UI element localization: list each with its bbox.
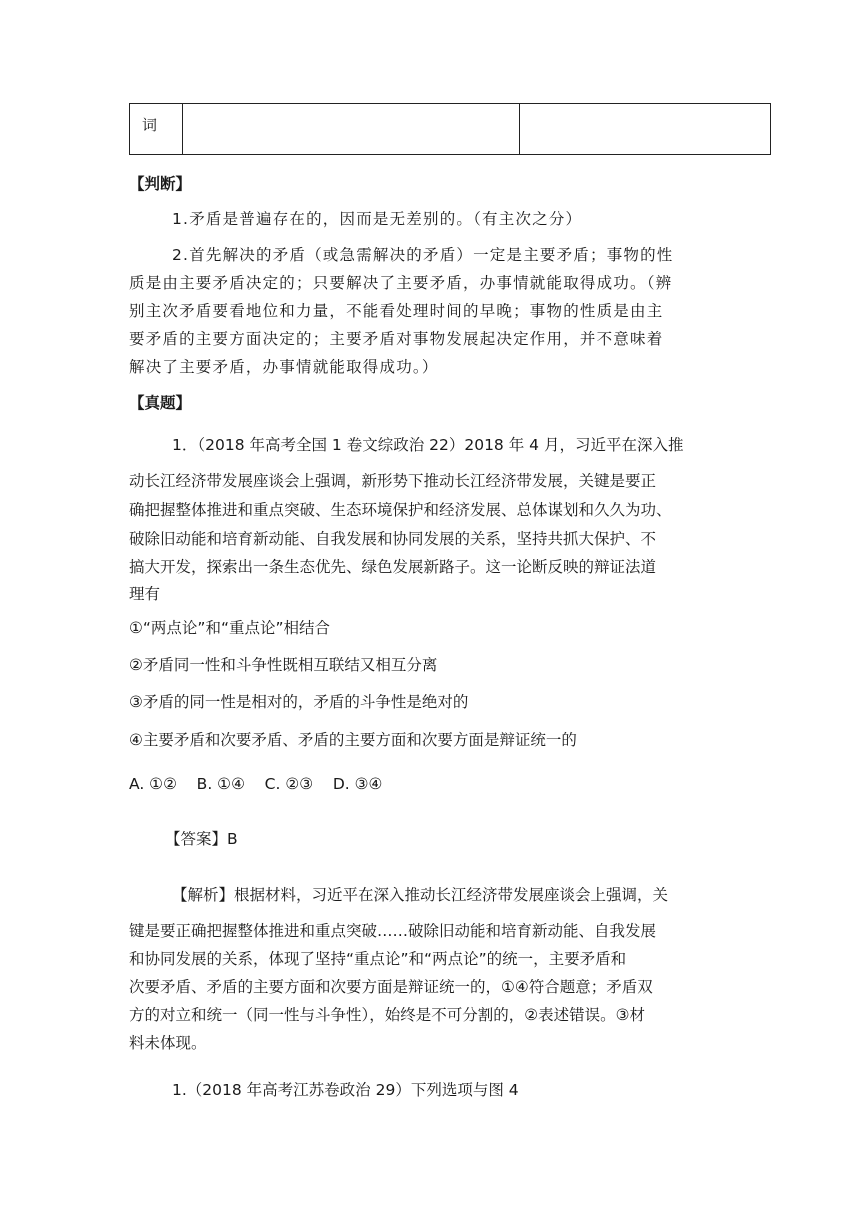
judge-item-2-line-4: 要矛盾的主要方面决定的；主要矛盾对事物发展起决定作用，并不意味着 [129, 330, 664, 348]
option-4: ④主要矛盾和次要矛盾、矛盾的主要方面和次要方面是辩证统一的 [129, 731, 577, 749]
answer: 【答案】B [165, 830, 238, 848]
analysis-line-4: 次要矛盾、矛盾的主要方面和次要方面是辩证统一的，①④符合题意；矛盾双 [129, 978, 653, 996]
option-3: ③矛盾的同一性是相对的，矛盾的斗争性是绝对的 [129, 693, 469, 711]
judge-item-2-line-5: 解决了主要矛盾，办事情就能取得成功。） [129, 358, 439, 376]
question-1-line-5: 搞大开发，探索出一条生态优先、绿色发展新路子。这一论断反映的辩证法道 [129, 558, 657, 576]
analysis-line-1: 【解析】根据材料，习近平在深入推动长江经济带发展座谈会上强调，关 [172, 886, 669, 904]
table-cell-2 [183, 104, 520, 154]
analysis-line-5: 方的对立和统一（同一性与斗争性），始终是不可分割的，②表述错误。③材 [129, 1006, 646, 1024]
question-1-line-6: 理有 [129, 585, 161, 603]
analysis-line-6: 料未体现。 [129, 1034, 207, 1052]
judge-item-2-line-1: 2.首先解决的矛盾（或急需解决的矛盾）一定是主要矛盾；事物的性 [172, 246, 674, 264]
option-2: ②矛盾同一性和斗争性既相互联结又相互分离 [129, 656, 438, 674]
judge-item-2-line-3: 别主次矛盾要看地位和力量，不能看处理时间的早晚；事物的性质是由主 [129, 302, 664, 320]
judge-heading: 【判断】 [129, 175, 192, 193]
question-2-line-1: 1.（2018 年高考江苏卷政治 29）下列选项与图 4 [172, 1081, 519, 1099]
question-1-line-3: 确把握整体推进和重点突破、生态环境保护和经济发展、总体谋划和久久为功、 [129, 501, 672, 519]
analysis-line-2: 键是要正确把握整体推进和重点突破……破除旧动能和培育新动能、自我发展 [129, 922, 657, 940]
question-1-line-1: 1．（2018 年高考全国 1 卷文综政治 22）2018 年 4 月，习近平在深入推 [172, 436, 684, 454]
judge-item-2-line-2: 质是由主要矛盾决定的；只要解决了主要矛盾，办事情就能取得成功。（辨 [129, 274, 673, 292]
table-cell-term: 词 [130, 104, 183, 154]
judge-item-1: 1.矛盾是普遍存在的，因而是无差别的。（有主次之分） [172, 210, 583, 228]
option-1: ①“两点论”和“重点论”相结合 [129, 619, 331, 637]
real-heading: 【真题】 [129, 394, 192, 412]
answer-choices: A. ①② B. ①④ C. ②③ D. ③④ [129, 775, 383, 793]
question-1-line-4: 破除旧动能和培育新动能、自我发展和协同发展的关系，坚持共抓大保护、不 [129, 530, 657, 548]
analysis-line-3: 和协同发展的关系，体现了坚持“重点论”和“两点论”的统一，主要矛盾和 [129, 950, 627, 968]
table-fragment [129, 103, 771, 155]
question-1-line-2: 动长江经济带发展座谈会上强调，新形势下推动长江经济带发展，关键是要正 [129, 472, 657, 490]
table-cell-3 [520, 104, 770, 154]
